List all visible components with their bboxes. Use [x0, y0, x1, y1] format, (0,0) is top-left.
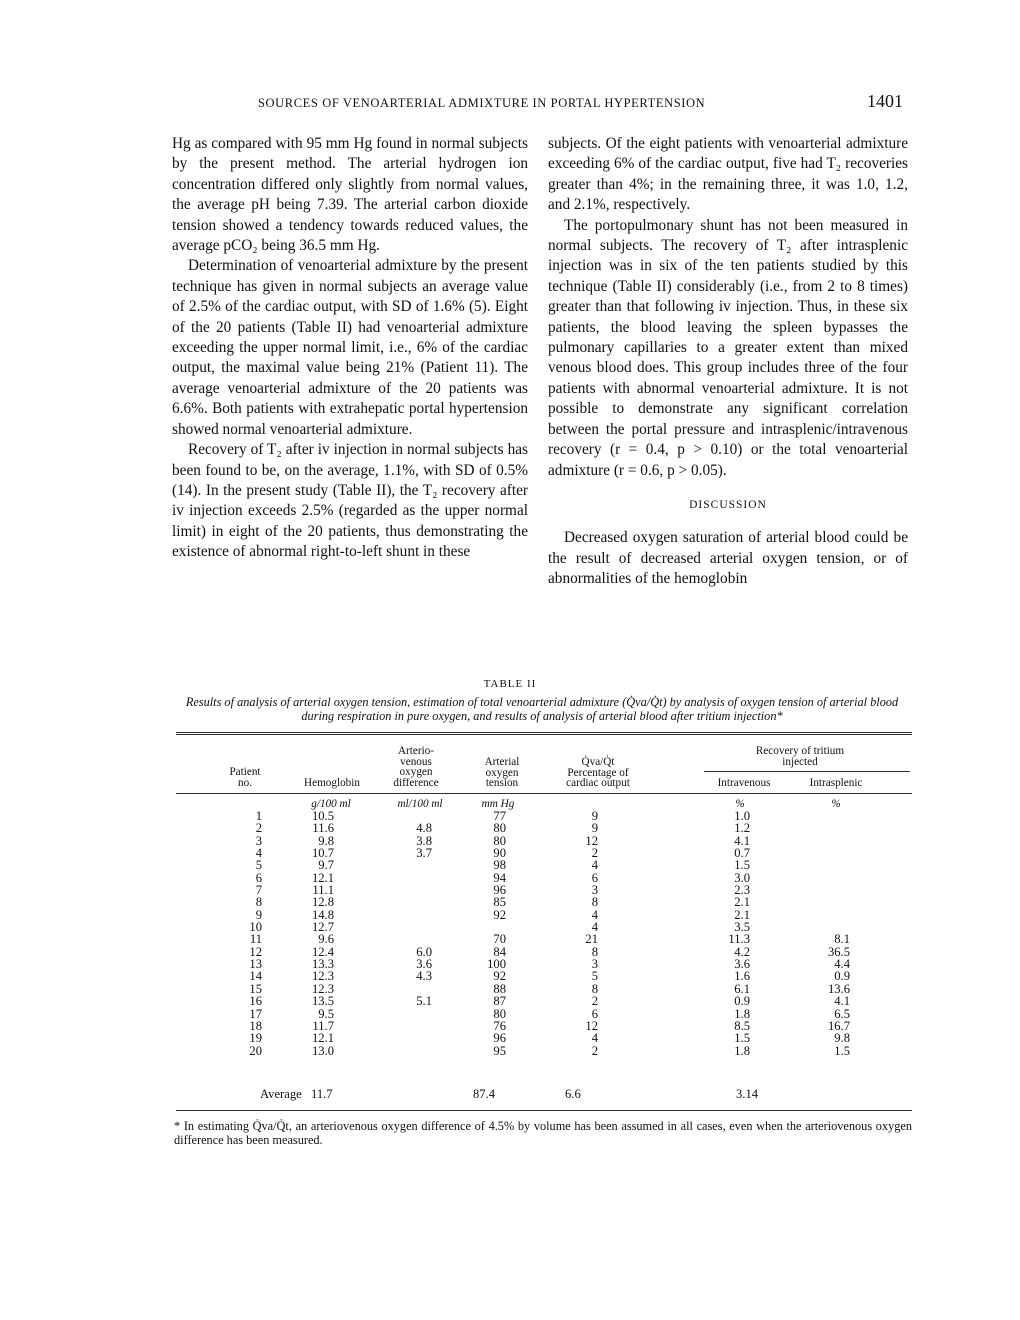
cell-no: 5: [255, 858, 262, 873]
header-patient: Patient no.: [229, 766, 261, 789]
cell-no: 14: [249, 969, 262, 984]
cell-pao2: 85: [493, 895, 506, 910]
cell-iv: 3.5: [734, 920, 750, 935]
cell-no: 3: [255, 833, 262, 848]
cell-qva: 8: [591, 944, 598, 959]
cell-qva: 3: [591, 957, 598, 972]
cell-iv: 8.5: [734, 1018, 750, 1033]
table-row: [176, 822, 912, 834]
cell-hb: 9.8: [318, 833, 334, 848]
header-recovery: Recovery of tritium injected: [755, 745, 845, 768]
cell-qva: 4: [591, 858, 598, 873]
cell-qva: 8: [591, 981, 598, 996]
cell-no: 7: [255, 883, 262, 898]
table-row: [176, 1032, 912, 1044]
cell-hb: 10.7: [311, 846, 334, 861]
running-title: SOURCES OF VENOARTERIAL ADMIXTURE IN PORTAL HYPERTENSION: [258, 96, 706, 110]
average-arterial-oxygen: 87.4: [473, 1087, 496, 1101]
cell-iv: 3.0: [734, 870, 750, 885]
table-row: [176, 995, 912, 1007]
cell-qva: 5: [591, 969, 598, 984]
page-number: 1401: [867, 91, 903, 111]
cell-pao2: 92: [493, 907, 506, 922]
table-row: [176, 933, 912, 945]
header-hemoglobin: Hemoglobin: [304, 777, 360, 789]
unit-arterial-oxygen: mm Hg: [481, 798, 515, 810]
cell-no: 9: [255, 907, 262, 922]
cell-no: 17: [249, 1006, 262, 1021]
cell-qva: 12: [585, 1018, 598, 1033]
cell-hb: 12.7: [311, 920, 334, 935]
cell-av: 5.1: [416, 994, 432, 1009]
cell-qva: 4: [591, 920, 598, 935]
cell-pao2: 90: [493, 846, 506, 861]
cell-iv: 1.6: [734, 969, 750, 984]
cell-is: 4.4: [834, 957, 850, 972]
cell-av: 3.7: [416, 846, 432, 861]
table-caption: Results of analysis of arterial oxygen tension, estimation of total venoarterial admixture (Q̇va/Q̇t) by analysis of oxygen tension of arterial blood during respiration in pure oxygen, and results of analysis of arterial blood after tritium injection*: [185, 695, 899, 723]
table-row: [176, 884, 912, 896]
paragraph: Decreased oxygen saturation of arterial blood could be the result of decreased arterial oxygen tension, or of abnormalities of the hemoglobin: [548, 529, 908, 588]
cell-hb: 11.1: [312, 883, 334, 898]
cell-qva: 12: [585, 833, 598, 848]
header-intrasplenic: Intrasplenic: [809, 777, 863, 789]
cell-iv: 11.3: [728, 932, 750, 947]
cell-av: 3.6: [416, 957, 432, 972]
cell-iv: 1.8: [734, 1043, 750, 1058]
cell-pao2: 80: [493, 1006, 506, 1021]
cell-pao2: 98: [493, 858, 506, 873]
cell-is: 8.1: [834, 932, 850, 947]
paragraph: subjects. Of the eight patients with venoarterial admixture exceeding 6% of the cardiac output, five had T₂ recoveries greater than 4%; in the remaining three, it was 1.0, 1.2, and 2.1%, respectively.: [548, 135, 908, 214]
cell-iv: 1.5: [734, 858, 750, 873]
header-bottom-rule: [176, 793, 912, 794]
cell-pao2: 80: [493, 833, 506, 848]
right-column: [548, 134, 908, 590]
header-subrule: [704, 771, 910, 772]
cell-qva: 2: [591, 1043, 598, 1058]
table-row: [176, 1045, 912, 1057]
cell-qva: 9: [591, 821, 598, 836]
cell-pao2: 100: [487, 957, 506, 972]
table-row: [176, 909, 912, 921]
cell-no: 6: [255, 870, 262, 885]
cell-hb: 12.3: [311, 981, 334, 996]
cell-pao2: 95: [493, 1043, 506, 1058]
cell-pao2: 88: [493, 981, 506, 996]
table-row: [176, 872, 912, 884]
table-body: [176, 810, 912, 1057]
table-row: [176, 859, 912, 871]
cell-is: 1.5: [834, 1043, 850, 1058]
cell-pao2: 87: [493, 994, 506, 1009]
cell-av: 6.0: [416, 944, 432, 959]
cell-iv: 4.2: [734, 944, 750, 959]
average-qva: 6.6: [565, 1087, 581, 1101]
cell-no: 2: [255, 821, 262, 836]
cell-qva: 3: [591, 883, 598, 898]
cell-is: 13.6: [827, 981, 850, 996]
cell-pao2: 84: [493, 944, 506, 959]
cell-iv: 1.5: [734, 1031, 750, 1046]
cell-hb: 11.7: [312, 1018, 334, 1033]
table-row: [176, 946, 912, 958]
cell-is: 16.7: [827, 1018, 850, 1033]
table-row: [176, 896, 912, 908]
table-bottom-rule: [176, 1110, 912, 1111]
cell-hb: 9.7: [318, 858, 334, 873]
header-arterial-oxygen: Arterial oxygen tension: [484, 756, 520, 789]
cell-hb: 13.3: [311, 957, 334, 972]
cell-iv: 0.7: [734, 846, 750, 861]
cell-hb: 10.5: [311, 809, 334, 823]
cell-no: 11: [249, 932, 262, 947]
cell-hb: 12.4: [311, 944, 334, 959]
cell-pao2: 92: [493, 969, 506, 984]
cell-qva: 21: [585, 932, 598, 947]
cell-iv: 3.6: [734, 957, 750, 972]
table-row: [176, 1020, 912, 1032]
left-column: [172, 134, 528, 563]
cell-is: 6.5: [834, 1006, 850, 1021]
unit-hemoglobin: g/100 ml: [311, 798, 351, 810]
cell-hb: 13.0: [311, 1043, 334, 1058]
cell-hb: 11.6: [312, 821, 334, 836]
section-heading: DISCUSSION: [689, 498, 767, 511]
cell-pao2: 76: [493, 1018, 506, 1033]
cell-qva: 2: [591, 994, 598, 1009]
cell-iv: 1.0: [734, 809, 750, 823]
average-intravenous: 3.14: [736, 1087, 759, 1101]
table-row: [176, 983, 912, 995]
cell-av: 4.8: [416, 821, 432, 836]
unit-intrasplenic: %: [831, 798, 841, 810]
cell-no: 18: [249, 1018, 262, 1033]
cell-no: 13: [249, 957, 262, 972]
table-row: [176, 970, 912, 982]
cell-av: 4.3: [416, 969, 432, 984]
cell-is: 9.8: [834, 1031, 850, 1046]
cell-iv: 2.1: [734, 895, 750, 910]
cell-hb: 14.8: [311, 907, 334, 922]
cell-qva: 2: [591, 846, 598, 861]
unit-intravenous: %: [735, 798, 745, 810]
paragraph: The portopulmonary shunt has not been measured in normal subjects. The recovery of T₂ after intrasplenic injection was in six of the ten patients studied by this technique (Table II) considerably (i.e., from 2 to 8 times) greater than that following iv injection. Thus, in these six patients, the blood leaving the spleen bypasses the pulmonary capillaries to a greater extent than mixed venous blood does. This group includes three of the four patients with abnormal venoarterial admixture. It is not possible to demonstrate any significant correlation between the portal pressure and intrasplenic/intravenous recovery (r = 0.4, p > 0.10) or the total venoarterial admixture (r = 0.6, p > 0.05).: [548, 216, 908, 479]
table-row: [176, 835, 912, 847]
cell-hb: 9.6: [318, 932, 334, 947]
cell-no: 20: [249, 1043, 262, 1058]
cell-qva: 6: [591, 1006, 598, 1021]
table-row: [176, 847, 912, 859]
cell-qva: 6: [591, 870, 598, 885]
paragraph: Recovery of T₂ after iv injection in normal subjects has been found to be, on the average, 1.1%, with SD of 0.5% (14). In the present study (Table II), the T₂ recovery after iv injection exceeds 2.5% (regarded as the upper normal limit) in eight of the 20 patients, thus demonstrating the existence of abnormal right-to-left shunt in these: [172, 441, 528, 561]
cell-is: 4.1: [834, 994, 850, 1009]
cell-av: 3.8: [416, 833, 432, 848]
cell-hb: 12.8: [311, 895, 334, 910]
cell-iv: 4.1: [734, 833, 750, 848]
unit-av-difference: ml/100 ml: [397, 798, 443, 810]
table-row: [176, 958, 912, 970]
table-footnote: * In estimating Q̇va/Q̇t, an arteriovenous oxygen difference of 4.5% by volume has been assumed in all cases, even when the arteriovenous oxygen difference has been measured.: [174, 1119, 912, 1147]
cell-no: 19: [249, 1031, 262, 1046]
cell-no: 12: [249, 944, 262, 959]
table-top-rule: [176, 732, 912, 735]
cell-iv: 2.1: [734, 907, 750, 922]
cell-no: 8: [255, 895, 262, 910]
paragraph: Hg as compared with 95 mm Hg found in normal subjects by the present method. The arterial hydrogen ion concentration differed only slightly from normal values, the average pH being 7.39. The arterial carbon dioxide tension showed a tendency towards reduced values, the average pCO₂ being 36.5 mm Hg.: [172, 135, 528, 255]
table-row: [176, 810, 912, 822]
cell-hb: 13.5: [311, 994, 334, 1009]
paragraph: Determination of venoarterial admixture by the present technique has given in normal subjects an average value of 2.5% of the cardiac output, with SD of 1.6% (5). Eight of the 20 patients (Table II) had venoarterial admixture exceeding the upper normal limit, i.e., 6% of the cardiac output, the maximal value being 21% (Patient 11). The average venoarterial admixture of the 20 patients was 6.6%. Both patients with extrahepatic portal hypertension showed normal venoarterial admixture.: [172, 257, 528, 438]
cell-pao2: 96: [493, 883, 506, 898]
cell-is: 0.9: [834, 969, 850, 984]
average-hemoglobin: 11.7: [311, 1087, 333, 1101]
cell-qva: 4: [591, 907, 598, 922]
cell-pao2: 94: [493, 870, 506, 885]
cell-no: 16: [249, 994, 262, 1009]
header-qva-qt: Q̇va/Q̇t Percentage of cardiac output: [566, 756, 630, 789]
cell-iv: 1.2: [734, 821, 750, 836]
cell-no: 4: [255, 846, 262, 861]
cell-pao2: 70: [493, 932, 506, 947]
cell-hb: 9.5: [318, 1006, 334, 1021]
cell-hb: 12.3: [311, 969, 334, 984]
cell-qva: 8: [591, 895, 598, 910]
cell-iv: 2.3: [734, 883, 750, 898]
header-av-difference: Arterio- venous oxygen difference: [393, 745, 439, 789]
cell-no: 10: [249, 920, 262, 935]
average-label: Average: [260, 1087, 302, 1101]
cell-pao2: 96: [493, 1031, 506, 1046]
cell-qva: 4: [591, 1031, 598, 1046]
cell-pao2: 80: [493, 821, 506, 836]
cell-iv: 0.9: [734, 994, 750, 1009]
cell-iv: 6.1: [734, 981, 750, 996]
cell-iv: 1.8: [734, 1006, 750, 1021]
table-row: [176, 921, 912, 933]
table-label: TABLE II: [483, 678, 537, 690]
cell-hb: 12.1: [311, 870, 334, 885]
header-intravenous: Intravenous: [717, 777, 771, 789]
cell-is: 36.5: [827, 944, 850, 959]
cell-pao2: 77: [493, 809, 506, 823]
table-row: [176, 1008, 912, 1020]
cell-no: 15: [249, 981, 262, 996]
cell-hb: 12.1: [311, 1031, 334, 1046]
cell-no: 1: [255, 809, 262, 823]
cell-qva: 9: [591, 809, 598, 823]
